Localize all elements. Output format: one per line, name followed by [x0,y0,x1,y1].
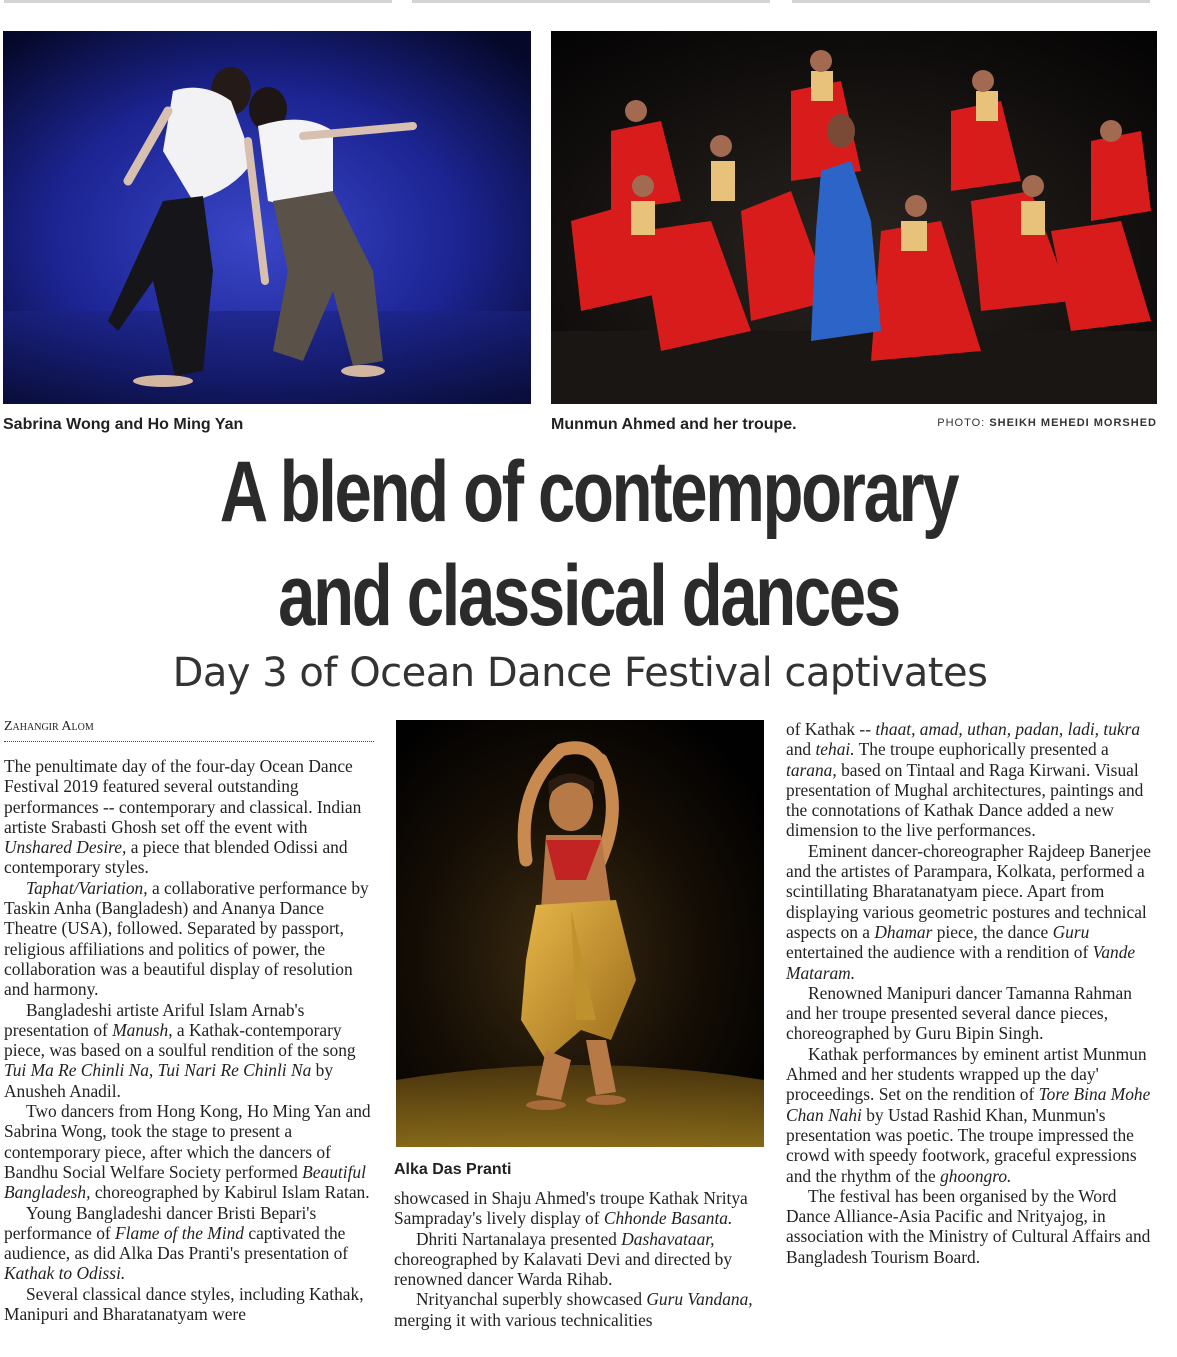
paragraph: Renowned Manipuri dancer Tamanna Rahman and her troupe presented several dance pieces, choreographed by Guru Bipin Singh. [786,982,1132,1044]
photo-credit [937,417,1157,429]
photo-caption: Munmun Ahmed and her troupe. [551,416,797,433]
headline-line: A blend of contemporary [219,444,958,540]
article-column-1 [4,756,376,1324]
paragraph: Two dancers from Hong Kong, Ho Ming Yan and Sabrina Wong, took the stage to present a contemporary piece, after which the dancers of Bandhu Social Welfare Society performed Beautiful Bangladesh, choreographed by Kabirul Islam Ratan. [4,1101,371,1203]
paragraph: Taphat/Variation, a collaborative performance by Taskin Anha (Bangladesh) and Ananya Dance Theatre (USA), followed. Separated by passport, religious affiliations and politics of power, the collaboration was a beautiful display of resolution and harmony. [4,877,369,1000]
paragraph: of Kathak -- thaat, amad, uthan, padan, ladi, tukra and tehai. The troupe euphorically presented a tarana, based on Tintaal and Raga Kirwani. Visual presentation of Mughal architectures, paintings and the connotations of Kathak Dance added a new dimension to the live performances. [786,719,1144,841]
top-rule [792,0,1150,3]
headline [129,440,1047,648]
photo-caption: Alka Das Pranti [394,1161,512,1178]
paragraph: The penultimate day of the four-day Ocean Dance Festival 2019 featured several outstanding performances -- contemporary and classical. Indian artiste Srabasti Ghosh set off the event with Unshared Desire, a piece that blended Odissi and contemporary styles. [4,756,362,878]
photo-credit-name: SHEIKH MEHEDI MORSHED [989,417,1157,429]
photo-caption: Sabrina Wong and Ho Ming Yan [3,416,244,433]
paragraph: Kathak performances by eminent artist Munmun Ahmed and her students wrapped up the day' proceedings. Set on the rendition of Tore Bina Mohe Chan Nahi by Ustad Rashid Khan, Munmun's presentation was poetic. The troupe impressed the crowd with speedy footwork, graceful expressions and the rhythm of the ghoongro. [786,1043,1151,1186]
paragraph: Young Bangladeshi dancer Bristi Bepari's performance of Flame of the Mind captivated the audience, as did Alka Das Pranti's presentation of Kathak to Odissi. [4,1202,349,1284]
headline-line: and classical dances [278,548,899,644]
article-column-2 [394,1188,766,1330]
photo-odissi-dancer [396,720,764,1147]
byline: Zahangir Alom [4,719,374,742]
article-column-3 [786,719,1156,1267]
paragraph: Several classical dance styles, including Kathak, Manipuri and Bharatanatyam were [4,1283,364,1325]
photo-credit-label: PHOTO: [937,417,986,429]
paragraph: Dhriti Nartanalaya presented Dashavataar, choreographed by Kalavati Devi and directed by renowned dancer Warda Rihab. [394,1228,733,1290]
paragraph: Eminent dancer-choreographer Rajdeep Banerjee and the artistes of Parampara, Kolkata, performed a scintillating Bharatanatyam piece. Apart from displaying various geometric postures and technical aspects on a Dhamar piece, the dance Guru entertained the audience with a rendition of Vande Mataram. [786,840,1151,983]
subheadline: Day 3 of Ocean Dance Festival captivates [172,650,988,696]
paragraph: showcased in Shaju Ahmed's troupe Kathak Nritya Sampraday's lively display of Chhonde Basanta. [394,1188,748,1229]
top-rule [412,0,770,3]
paragraph: Bangladeshi artiste Ariful Islam Arnab's presentation of Manush, a Kathak-contemporary piece, was based on a soulful rendition of the song Tui Ma Re Chinli Na, Tui Nari Re Chinli Na by Anusheh Anadil. [4,999,356,1101]
photo-contemporary-duo [3,31,531,404]
photo-kathak-troupe [551,31,1157,404]
paragraph: Nrityanchal superbly showcased Guru Vandana, merging it with various technicalities [394,1289,753,1330]
top-rule [4,0,392,3]
paragraph: The festival has been organised by the Word Dance Alliance-Asia Pacific and Nrityajog, in association with the Ministry of Cultural Affairs and Bangladesh Tourism Board. [786,1185,1151,1267]
